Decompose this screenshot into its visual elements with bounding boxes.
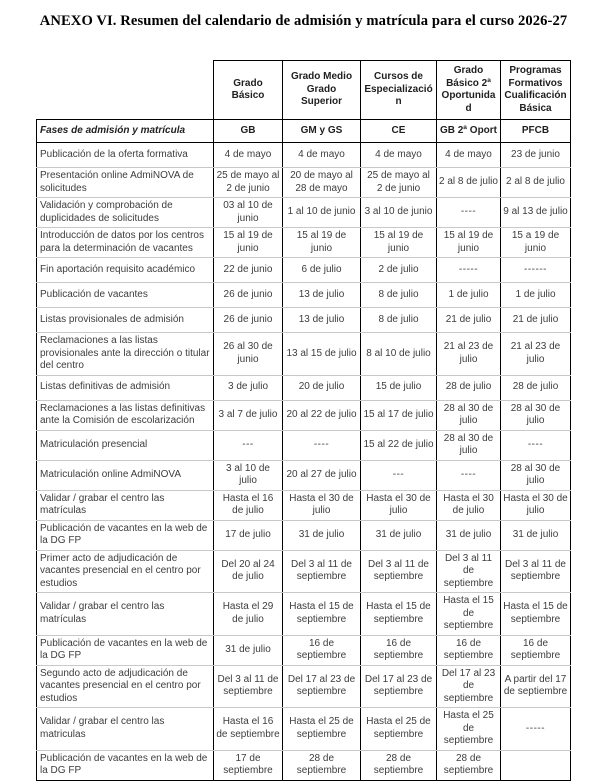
row-label: Publicación de vacantes en la web de la DG FP (37, 635, 214, 665)
date-cell: Del 3 al 11 de septiembre (361, 550, 437, 593)
date-cell: ---- (437, 198, 501, 228)
date-cell: 15 al 19 de junio (283, 228, 361, 258)
row-label: Reclamaciones a las listas definitivas ante la Comisión de escolarización (37, 400, 214, 430)
date-cell: 20 de julio (283, 375, 361, 400)
date-cell: 26 de junio (214, 283, 283, 308)
date-cell: 17 de septiembre (214, 750, 283, 780)
date-cell: 6 de julio (283, 258, 361, 283)
date-cell: 2 al 8 de julio (437, 168, 501, 198)
date-cell: 20 de mayo al 28 de mayo (283, 168, 361, 198)
date-cell: 31 de julio (361, 520, 437, 550)
page-title: ANEXO VI. Resumen del calendario de admisión y matrícula para el curso 2026-27 (39, 13, 568, 29)
date-cell: 15 al 17 de julio (361, 400, 437, 430)
code-header-row (37, 120, 571, 143)
row-label: Fin aportación requisito académico (37, 258, 214, 283)
date-cell: 15 a 19 de junio (501, 228, 571, 258)
date-cell: 31 de julio (437, 520, 501, 550)
date-cell: --- (214, 430, 283, 460)
program-header-row (37, 61, 571, 120)
row-label: Reclamaciones a las listas provisionales ante la dirección o titular del centro (37, 333, 214, 376)
date-cell: 26 de junio (214, 308, 283, 333)
table-row (37, 168, 571, 198)
date-cell: Hasta el 30 de julio (437, 490, 501, 520)
row-label: Validar / grabar el centro las matrículas (37, 490, 214, 520)
date-cell: 28 de septiembre (437, 750, 501, 780)
date-cell: Hasta el 30 de julio (501, 490, 571, 520)
column-header-grado-basico: Grado Básico (214, 61, 283, 120)
date-cell: ----- (437, 258, 501, 283)
date-cell: 8 de julio (361, 308, 437, 333)
date-cell: 28 de julio (437, 375, 501, 400)
date-cell: 2 de julio (361, 258, 437, 283)
date-cell: Hasta el 25 de septiembre (361, 708, 437, 751)
date-cell: Hasta el 16 de septiembre (214, 708, 283, 751)
table-row (37, 258, 571, 283)
table-row (37, 375, 571, 400)
date-cell: Del 3 al 11 de septiembre (437, 550, 501, 593)
date-cell: 16 de septiembre (437, 635, 501, 665)
date-cell: 23 de junio (501, 143, 571, 168)
row-label: Listas provisionales de admisión (37, 308, 214, 333)
table-row (37, 635, 571, 665)
date-cell: 25 de mayo al 2 de junio (214, 168, 283, 198)
date-cell: 17 de julio (214, 520, 283, 550)
date-cell: 20 al 27 de julio (283, 460, 361, 490)
date-cell: 8 de julio (361, 283, 437, 308)
table-row (37, 550, 571, 593)
date-cell: 15 de julio (361, 375, 437, 400)
table-row (37, 228, 571, 258)
date-cell (501, 750, 571, 780)
date-cell: 21 al 23 de julio (437, 333, 501, 376)
date-cell: 15 al 22 de julio (361, 430, 437, 460)
row-label: Introducción de datos por los centros para la determinación de vacantes (37, 228, 214, 258)
date-cell: 13 de julio (283, 308, 361, 333)
date-cell: 3 al 7 de julio (214, 400, 283, 430)
date-cell: Del 3 al 11 de septiembre (283, 550, 361, 593)
date-cell: 4 de mayo (214, 143, 283, 168)
date-cell: 25 de mayo al 2 de junio (361, 168, 437, 198)
date-cell: 31 de julio (283, 520, 361, 550)
date-cell: A partir del 17 de septiembre (501, 665, 571, 708)
date-cell: Del 17 al 23 de septiembre (283, 665, 361, 708)
column-code-gb: GB (214, 120, 283, 143)
date-cell: Hasta el 25 de septiembre (283, 708, 361, 751)
date-cell: 28 de septiembre (283, 750, 361, 780)
date-cell: Hasta el 15 de septiembre (283, 593, 361, 636)
date-cell: --- (361, 460, 437, 490)
date-cell: Hasta el 29 de julio (214, 593, 283, 636)
date-cell: Hasta el 15 de septiembre (361, 593, 437, 636)
date-cell: Del 3 al 11 de septiembre (214, 665, 283, 708)
date-cell: Del 17 al 23 de septiembre (437, 665, 501, 708)
date-cell: Hasta el 30 de julio (361, 490, 437, 520)
table-row (37, 198, 571, 228)
table-row (37, 520, 571, 550)
table-row (37, 490, 571, 520)
date-cell: 13 de julio (283, 283, 361, 308)
row-label: Listas definitivas de admisión (37, 375, 214, 400)
date-cell: 16 de septiembre (283, 635, 361, 665)
table-row (37, 460, 571, 490)
date-cell: 2 al 8 de julio (501, 168, 571, 198)
date-cell: 31 de julio (214, 635, 283, 665)
row-label: Segundo acto de adjudicación de vacantes presencial en el centro por estudios (37, 665, 214, 708)
table-row (37, 750, 571, 780)
date-cell: 16 de septiembre (361, 635, 437, 665)
date-cell: 28 al 30 de julio (437, 400, 501, 430)
row-label: Publicación de vacantes (37, 283, 214, 308)
date-cell: 3 de julio (214, 375, 283, 400)
date-cell: 26 al 30 de junio (214, 333, 283, 376)
table-row (37, 143, 571, 168)
date-cell: 15 al 19 de junio (437, 228, 501, 258)
date-cell: Del 3 al 11 de septiembre (501, 550, 571, 593)
row-label: Presentación online AdmiNOVA de solicitudes (37, 168, 214, 198)
date-cell: 21 de julio (437, 308, 501, 333)
date-cell: 4 de mayo (283, 143, 361, 168)
table-row (37, 308, 571, 333)
date-cell: ---- (501, 430, 571, 460)
column-header-gb-segunda-oportunidad: Grado Básico 2ª Oportunidad (437, 61, 501, 120)
row-label: Validar / grabar el centro las matriculas (37, 708, 214, 751)
row-label: Publicación de la oferta formativa (37, 143, 214, 168)
date-cell: Del 20 al 24 de julio (214, 550, 283, 593)
column-code-gb2oport: GB 2ª Oport (437, 120, 501, 143)
date-cell: 28 al 30 de julio (437, 430, 501, 460)
date-cell: 28 al 30 de julio (501, 460, 571, 490)
date-cell: ----- (501, 708, 571, 751)
date-cell: 21 al 23 de julio (501, 333, 571, 376)
date-cell: 9 al 13 de julio (501, 198, 571, 228)
date-cell: Hasta el 25 de septiembre (437, 708, 501, 751)
date-cell: 8 al 10 de julio (361, 333, 437, 376)
date-cell: ---- (437, 460, 501, 490)
date-cell: Hasta el 30 de julio (283, 490, 361, 520)
date-cell: 03 al 10 de junio (214, 198, 283, 228)
date-cell: 13 al 15 de julio (283, 333, 361, 376)
date-cell: 21 de julio (501, 308, 571, 333)
date-cell: ------ (501, 258, 571, 283)
table-row (37, 283, 571, 308)
date-cell: 31 de julio (501, 520, 571, 550)
table-row (37, 333, 571, 376)
date-cell: 1 de julio (501, 283, 571, 308)
column-code-pfcb: PFCB (501, 120, 571, 143)
table-row (37, 400, 571, 430)
table-header (37, 61, 571, 143)
date-cell: 15 al 19 de junio (214, 228, 283, 258)
column-code-ce: CE (361, 120, 437, 143)
row-label: Publicación de vacantes en la web de la DG FP (37, 750, 214, 780)
date-cell: 28 de julio (501, 375, 571, 400)
date-cell: 28 al 30 de julio (501, 400, 571, 430)
table-row (37, 708, 571, 751)
date-cell: 15 al 19 de junio (361, 228, 437, 258)
row-label: Publicación de vacantes en la web de la DG FP (37, 520, 214, 550)
date-cell: 1 de julio (437, 283, 501, 308)
column-header-grado-medio-superior: Grado Medio Grado Superior (283, 61, 361, 120)
date-cell: ---- (283, 430, 361, 460)
date-cell: 4 de mayo (437, 143, 501, 168)
corner-empty-cell (37, 61, 214, 120)
date-cell: 1 al 10 de junio (283, 198, 361, 228)
date-cell: Hasta el 15 de septiembre (437, 593, 501, 636)
row-label: Matriculación online AdmiNOVA (37, 460, 214, 490)
date-cell: Hasta el 16 de julio (214, 490, 283, 520)
row-label: Validación y comprobación de duplicidades de solicitudes (37, 198, 214, 228)
table-row (37, 430, 571, 460)
row-header-label: Fases de admisión y matrícula (37, 120, 214, 143)
date-cell: 4 de mayo (361, 143, 437, 168)
row-label: Primer acto de adjudicación de vacantes presencial en el centro por estudios (37, 550, 214, 593)
date-cell: 3 al 10 de junio (361, 198, 437, 228)
table-row (37, 665, 571, 708)
admission-calendar-table (36, 60, 571, 781)
column-header-programas-formativos: Programas Formativos Cualificación Básica (501, 61, 571, 120)
table-body (37, 143, 571, 781)
date-cell: 22 de junio (214, 258, 283, 283)
table-row (37, 593, 571, 636)
date-cell: 20 al 22 de julio (283, 400, 361, 430)
column-header-cursos-especializacion: Cursos de Especialización (361, 61, 437, 120)
row-label: Validar / grabar el centro las matrículas (37, 593, 214, 636)
date-cell: Hasta el 15 de septiembre (501, 593, 571, 636)
column-code-gm-gs: GM y GS (283, 120, 361, 143)
row-label: Matriculación presencial (37, 430, 214, 460)
date-cell: 3 al 10 de julio (214, 460, 283, 490)
date-cell: 16 de septiembre (501, 635, 571, 665)
date-cell: Del 17 al 23 de septiembre (361, 665, 437, 708)
date-cell: 28 de septiembre (361, 750, 437, 780)
